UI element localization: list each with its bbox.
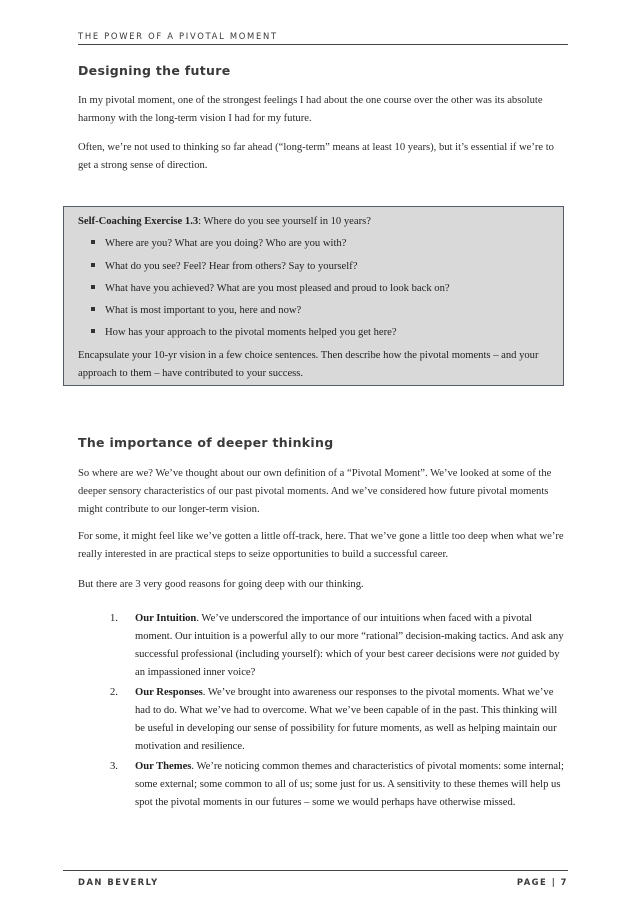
exercise-label: Self-Coaching Exercise 1.3 [78, 216, 199, 227]
section-title-deeper-thinking: The importance of deeper thinking [78, 435, 334, 450]
emphasis-text: not [501, 649, 515, 660]
exercise-closing: Encapsulate your 10-yr vision in a few choice sentences. Then describe how the pivotal moments – and your approach to them – have contributed to your success. [78, 350, 539, 379]
list-term: Our Themes [135, 761, 192, 772]
running-header: THE POWER OF A PIVOTAL MOMENT [78, 31, 278, 41]
exercise-question: : Where do you see yourself in 10 years? [198, 216, 371, 227]
square-bullet-icon [91, 285, 95, 289]
body-paragraph: So where are we? We’ve thought about our own definition of a “Pivotal Moment”. We’ve looked at some of the deeper sensory characteristics of our past pivotal moments. And we’ve considered how future pivotal moments might contribute to our longer-term vision. [78, 468, 552, 515]
header-rule [78, 44, 568, 45]
list-number: 2. [110, 687, 118, 698]
list-number: 3. [110, 761, 118, 772]
exercise-box [63, 206, 564, 386]
list-term: Our Responses [135, 687, 203, 698]
body-paragraph: Often, we’re not used to thinking so far ahead (“long-term” means at least 10 years), but it’s essential if we’re to get a strong sense of direction. [78, 142, 554, 171]
square-bullet-icon [91, 240, 95, 244]
footer-author: DAN BEVERLY [78, 877, 159, 887]
body-paragraph: In my pivotal moment, one of the strongest feelings I had about the one course over the other was its absolute harmony with the long-term vision I had for my future. [78, 95, 543, 124]
square-bullet-icon [91, 263, 95, 267]
square-bullet-icon [91, 329, 95, 333]
exercise-prompt [78, 213, 371, 231]
exercise-bullet: How has your approach to the pivotal moments helped you get here? [91, 324, 397, 342]
square-bullet-icon [91, 307, 95, 311]
body-paragraph: For some, it might feel like we’ve gotten a little off-track, here. That we’ve gone a little too deep when what we’re really interested in are practical steps to seize opportunities to build a successful career. [78, 531, 564, 560]
list-term: Our Intuition [135, 613, 197, 624]
section-title-designing-future: Designing the future [78, 63, 231, 78]
body-paragraph: But there are 3 very good reasons for going deep with our thinking. [78, 579, 364, 590]
exercise-bullet: What is most important to you, here and now? [91, 302, 301, 320]
exercise-bullet: What do you see? Feel? Hear from others? Say to yourself? [91, 258, 357, 276]
list-number: 1. [110, 613, 118, 624]
exercise-bullet: What have you achieved? What are you most pleased and proud to look back on? [91, 280, 450, 298]
exercise-bullet: Where are you? What are you doing? Who are you with? [91, 235, 346, 253]
page-number: PAGE | 7 [516, 877, 568, 887]
footer-rule [63, 870, 568, 871]
